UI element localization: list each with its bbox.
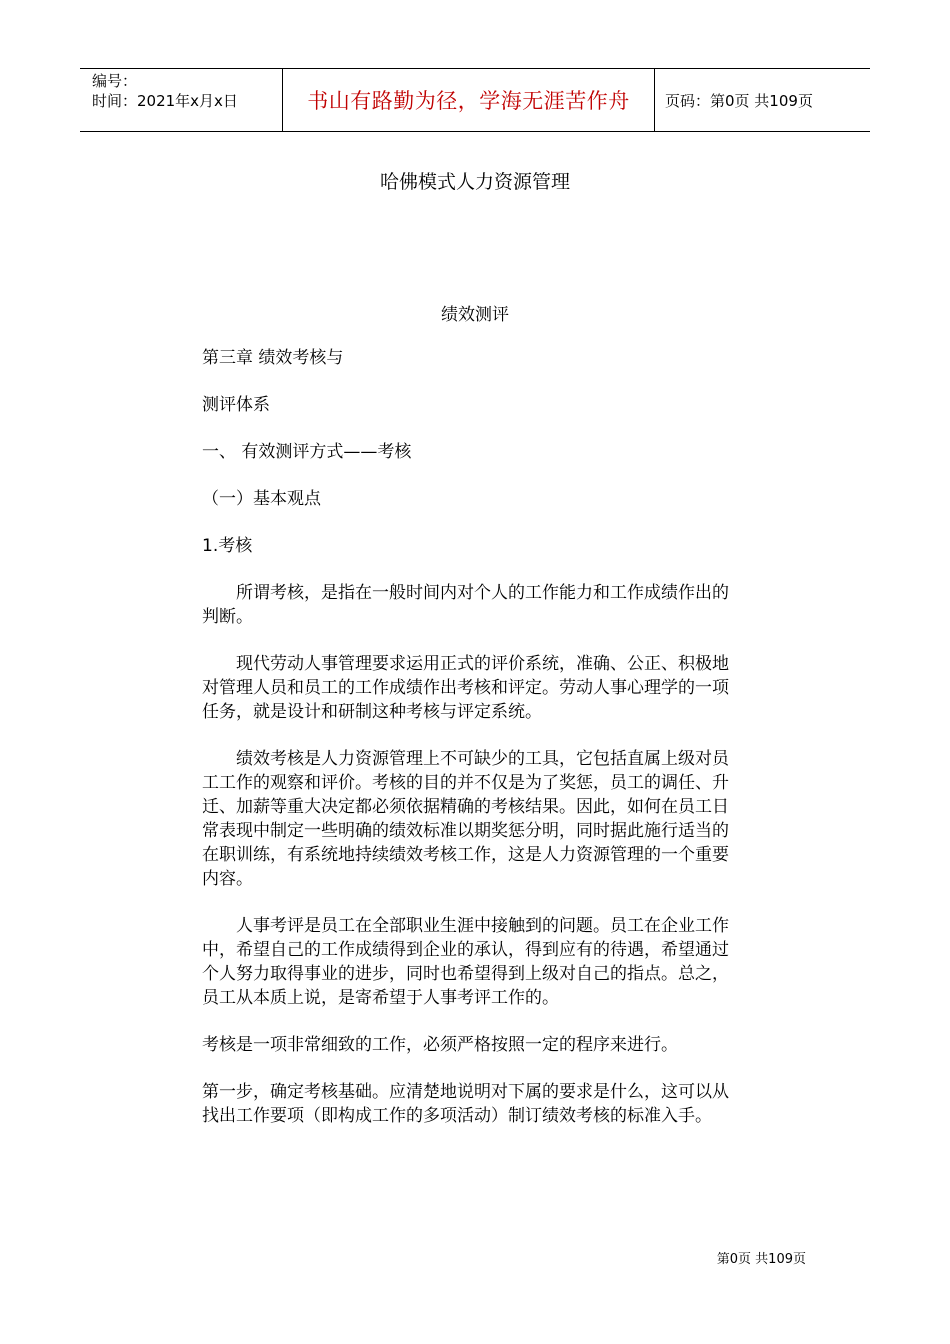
chapter-line-1: 第三章 绩效考核与 <box>202 348 344 368</box>
header-left-cell <box>80 69 282 131</box>
paragraph: 现代劳动人事管理要求运用正式的评价系统，准确、公正、积极地对管理人员和员工的工作成绩作出考核和评定。劳动人事心理学的一项任务，就是设计和研制这种考核与评定系统。 <box>202 654 729 722</box>
paragraph: 第一步，确定考核基础。应清楚地说明对下属的要求是什么，这可以从找出工作要项（即构成工作的多项活动）制订绩效考核的标准入手。 <box>202 1082 729 1126</box>
heading-level-3: 1.考核 <box>202 536 253 556</box>
document-body <box>202 346 740 1151</box>
document-title: 哈佛模式人力资源管理 <box>379 171 570 193</box>
chapter-line-2: 测评体系 <box>202 395 270 415</box>
time-label: 时间：2021年x月x日 <box>92 92 238 110</box>
page-footer: 第0页 共109页 <box>716 1252 806 1267</box>
section-title: 绩效测评 <box>441 305 509 325</box>
paragraph: 绩效考核是人力资源管理上不可缺少的工具，它包括直属上级对员工工作的观察和评价。考核的目的并不仅是为了奖惩，员工的调任、升迁、加薪等重大决定都必须依据精确的考核结果。因此，如何在员工日常表现中制定一些明确的绩效标准以期奖惩分明，同时据此施行适当的在职训练，有系统地持续绩效考核工作，这是人力资源管理的一个重要内容。 <box>202 749 729 889</box>
paragraph: 人事考评是员工在全部职业生涯中接触到的问题。员工在企业工作中，希望自己的工作成绩得到企业的承认，得到应有的待遇，希望通过个人努力取得事业的进步，同时也希望得到上级对自己的指点。总之，员工从本质上说，是寄希望于人事考评工作的。 <box>202 916 729 1008</box>
paragraph: 所谓考核，是指在一般时间内对个人的工作能力和工作成绩作出的判断。 <box>202 583 729 627</box>
page-info: 页码：第0页 共109页 <box>665 91 813 110</box>
heading-level-2: （一）基本观点 <box>202 489 321 509</box>
header-table <box>80 68 870 132</box>
heading-level-1: 一、 有效测评方式——考核 <box>202 442 412 462</box>
motto: 书山有路勤为径，学海无涯苦作舟 <box>282 69 655 131</box>
paragraph: 考核是一项非常细致的工作，必须严格按照一定的程序来进行。 <box>202 1035 678 1055</box>
number-label: 编号： <box>92 72 138 90</box>
